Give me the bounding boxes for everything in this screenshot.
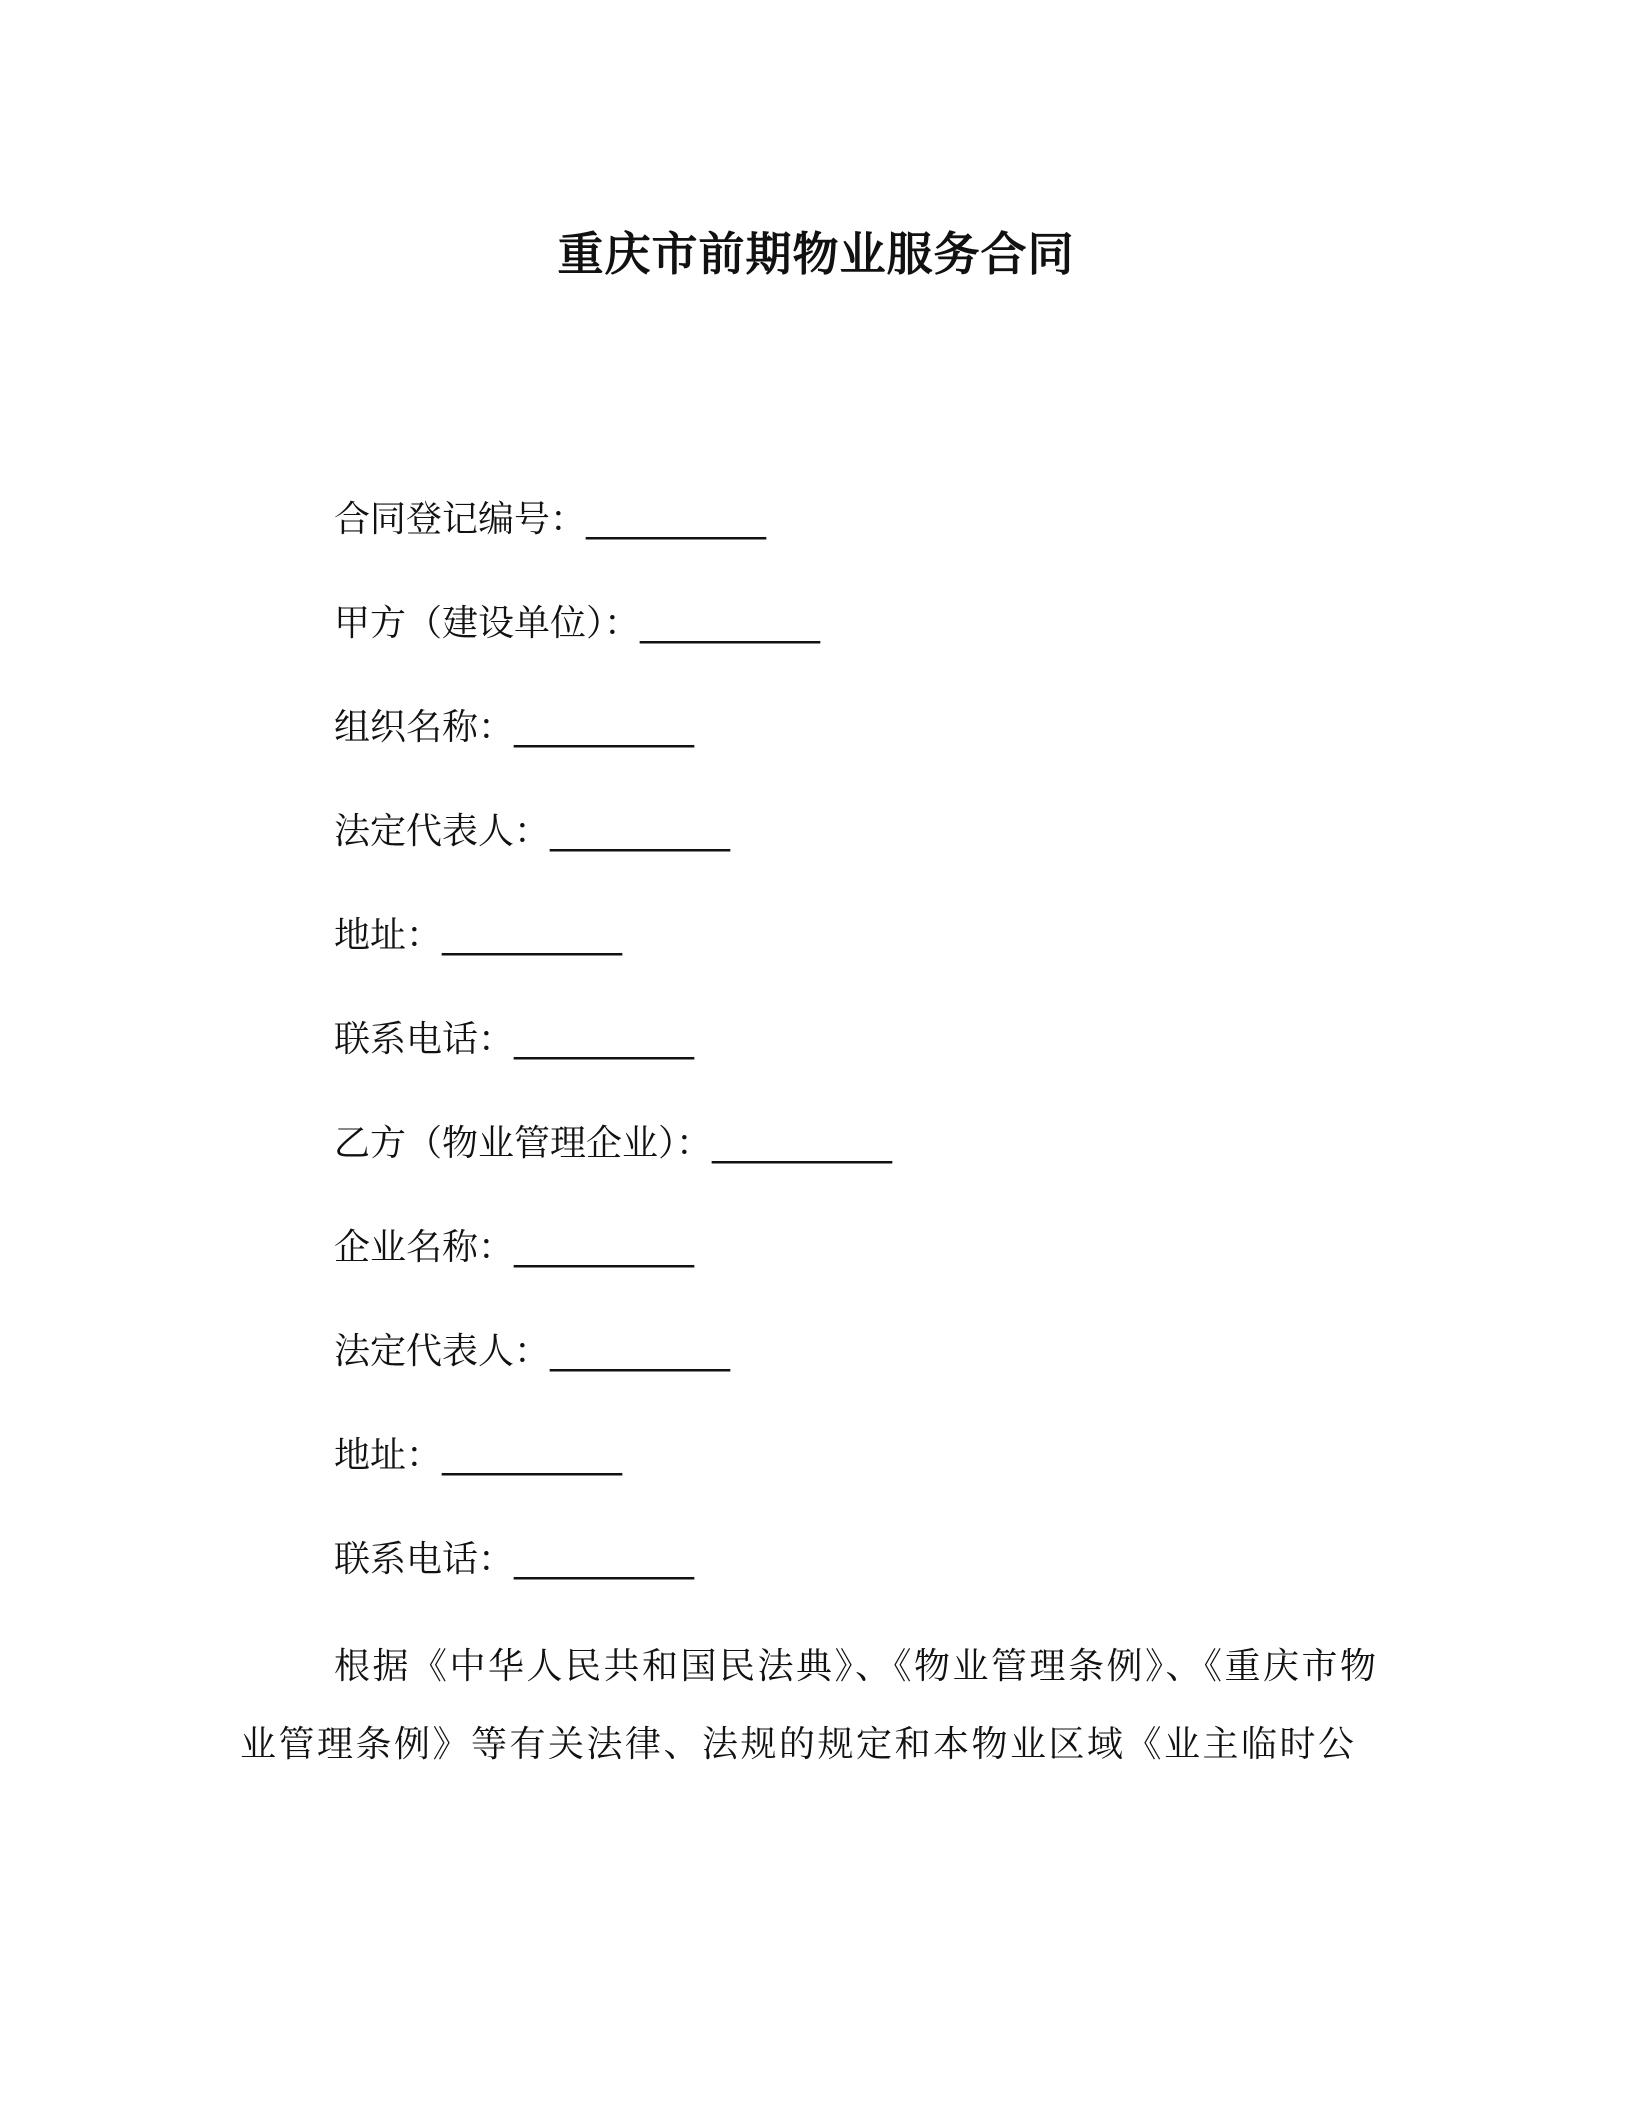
field-blank: __________: [712, 1123, 893, 1164]
field-label: 地址：: [334, 915, 443, 956]
field-label: 法定代表人：: [334, 811, 551, 852]
field-label: 地址：: [334, 1435, 443, 1476]
field-label: 法定代表人：: [334, 1331, 551, 1372]
field-label: 乙方（物业管理企业）：: [334, 1123, 713, 1164]
field-label: 组织名称：: [334, 707, 515, 748]
party-b-phone-field: [334, 1532, 1434, 1636]
field-label: 甲方（建设单位）：: [334, 603, 641, 644]
field-blank: __________: [550, 1331, 731, 1372]
field-blank: __________: [514, 1019, 695, 1060]
party-a-phone-field: [334, 1012, 1434, 1116]
field-blank: __________: [640, 603, 821, 644]
field-blank: __________: [550, 811, 731, 852]
field-label: 企业名称：: [334, 1227, 515, 1268]
party-a-legal-representative-field: [334, 804, 1434, 908]
field-blank: __________: [514, 1539, 695, 1580]
party-info-fields: [334, 492, 1434, 1636]
party-b-legal-representative-field: [334, 1324, 1434, 1428]
party-a-address-field: [334, 908, 1434, 1012]
party-a-field: [334, 596, 1434, 700]
contract-registration-number-field: [334, 492, 1434, 596]
party-b-company-name-field: [334, 1220, 1434, 1324]
field-blank: __________: [442, 1435, 623, 1476]
field-blank: __________: [514, 1227, 695, 1268]
document-title: 重庆市前期物业服务合同: [557, 227, 1075, 281]
party-b-address-field: [334, 1428, 1434, 1532]
field-label: 联系电话：: [334, 1539, 515, 1580]
preamble-paragraph: 根据《中华人民共和国民法典》、《物业管理条例》、《重庆市物业管理条例》等有关法律、法规的规定和本物业区域《业主临时公: [240, 1646, 1379, 1765]
field-label: 联系电话：: [334, 1019, 515, 1060]
field-label: 合同登记编号：: [334, 499, 587, 540]
field-blank: __________: [514, 707, 695, 748]
party-b-field: [334, 1116, 1434, 1220]
party-a-organization-name-field: [334, 700, 1434, 804]
field-blank: __________: [586, 499, 767, 540]
field-blank: __________: [442, 915, 623, 956]
